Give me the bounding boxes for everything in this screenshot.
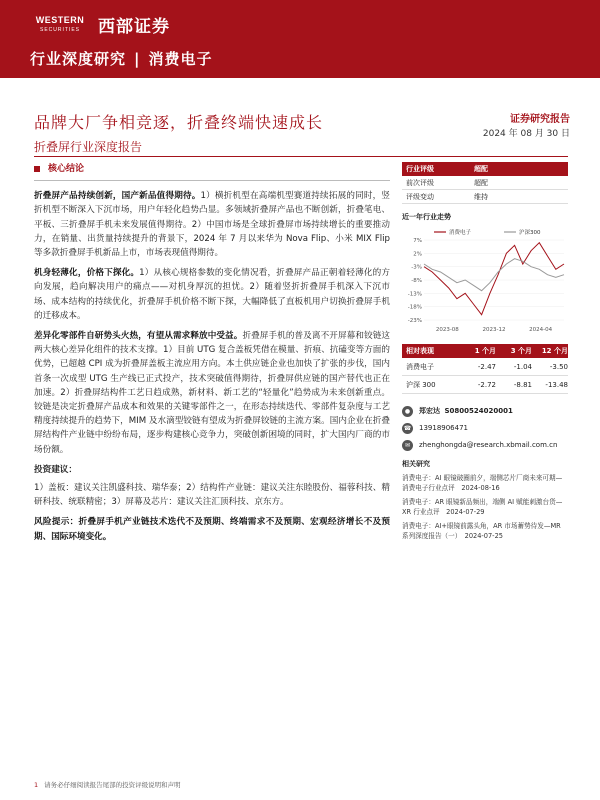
analyst-cert: S0800524020001 [444, 407, 513, 415]
band-category: 行业深度研究 [30, 50, 127, 68]
company-logo [30, 12, 170, 37]
related-item[interactable]: 消费电子：AR 眼镜新品频出，端侧 AI 赋能刺激台货—XR 行业点评 2024-07-29 [402, 498, 563, 516]
analyst-email-row [402, 440, 568, 451]
band-separator: | [134, 50, 141, 68]
rating-row: 前次评级 超配 [402, 176, 568, 190]
title-divider [34, 156, 568, 157]
paragraph-invest: 1）盖板：建议关注凯盛科技、瑞华泰；2）结构件产业链：建议关注东睦股份、福蓉科技、精研科技、统联精密；3）屏幕及芯片：建议关注汇顶科技、京东方。 [34, 483, 390, 508]
report-subtitle: 折叠屏行业深度报告 [34, 140, 143, 154]
disclaimer-note: 请务必仔细阅读报告尾部的投资评级说明和声明 [44, 781, 181, 789]
section-divider [34, 180, 390, 181]
related-item[interactable]: 消费电子：AI+眼镜前露头角，AR 市场蓄势待发—MR 系列深度报告（一） 2024-07-25 [402, 522, 561, 540]
y-tick-label: -3% [411, 264, 422, 271]
band-title [30, 48, 213, 69]
related-item[interactable]: 消费电子：AI 眼镜破圈前夕，端侧芯片厂商未来可期—消费电子行业点评 2024-08-16 [402, 474, 563, 492]
logo-chinese: 西部证券 [98, 17, 170, 37]
analyst-info [402, 406, 568, 451]
square-bullet-icon [34, 166, 40, 172]
table-row: 消费电子 -2.47 -1.04 -3.50 [402, 358, 568, 376]
trend-chart-svg [402, 226, 568, 334]
table-row: 沪深 300 -2.72 -8.81 -13.48 [402, 376, 568, 394]
performance-header: 相对表现 1 个月 3 个月 12 个月 [402, 344, 568, 358]
y-tick-label: 7% [413, 238, 422, 244]
analyst-name: 郑宏达 [419, 407, 440, 415]
page-number: 1 [34, 781, 39, 789]
legend-label: 消费电子 [449, 230, 472, 236]
x-tick-label: 2024-04 [529, 327, 553, 333]
paragraph-components: 差异化零部件自研势头火热，有望从需求释放中受益。折叠屏手机的普及离不开屏幕和铰链这两大核心差异化组件的技术支撑。1）目前 UTG 复合盖板凭借在模量、折痕、抗磕变等方面的优势，已超越 CPI 成为折叠屏盖板主流应用方向。本土供应链企业也加快了扩张的步伐，国内首条一次成型 UTG 生产线已正式投产，技术突破值得期待，折叠屏供应链的国产替代也正在加速。2）折叠屏结构件工艺日趋成熟，新材料、新工艺的“轻量化”趋势成为未来创新重点。铰链是决定折叠屏产品成本和效果的关键零部件之一，在形态持续迭代、零部件复杂度与工艺精度持续提升的趋势下，MIM 及水滴型铰链有望成为折叠屏铰链的主流方案。国内企业在折叠屏结构件产业链中纷纷布局，逐步构建核心竞争力，突破创新困境的同时，扩大国内厂商的市场份额。 [34, 331, 390, 455]
performance-table [402, 344, 568, 394]
paragraph-risk: 风险提示：折叠屏手机产业链技术迭代不及预期、终端需求不及预期、宏观经济增长不及预期、国际环境变化。 [34, 517, 390, 542]
analyst-name-row [402, 406, 568, 417]
sidebar [402, 162, 568, 545]
y-tick-label: -8% [411, 278, 422, 284]
phone-icon: ☎ [403, 425, 412, 432]
invest-heading: 投资建议： [34, 464, 77, 475]
core-heading: 核心结论 [34, 162, 390, 176]
logo-english: WESTERN SECURITIES [35, 14, 85, 33]
trend-chart [402, 226, 568, 334]
x-tick-label: 2023-08 [435, 327, 459, 333]
y-tick-label: -18% [407, 304, 422, 311]
paragraph-thin-light: 机身轻薄化，价格下探化。1）从核心规格参数的变化情况看，折叠屏产品正朝着轻薄化的方向发展，趋向解决用户的痛点——对机身厚沉的担忧。2）随着竖折折叠屏手机深入下沉市场、成本结构的持续优化，折叠屏手机价格不断下探，大幅降低了直板机用户切换折叠屏手机的迁移成本。 [34, 268, 390, 321]
paragraph-product-innovation: 折叠屏产品持续创新，国产新品值得期待。1）横折机型在高端机型赛道持续拓展的同时，竖折机型不断深入下沉市场，用户年轻化趋势凸显。多领域折叠屏产品也不断创新，折叠笔电、平板、三折叠屏手机未来发展值得期待。2）中国市场是全球折叠屏市场持续增长的重要推动力，在销量、出货量持续提升的背景下，2024 年 7 月以来华为 Nova Flip、小米 MIX Flip 等多款折叠屏手机新品上市，市场表现值得期待。 [34, 191, 390, 259]
report-date: 2024 年 08 月 30 日 [482, 129, 570, 139]
header-band [0, 0, 600, 78]
chart-title: 近一年行业走势 [402, 213, 451, 221]
rating-header: 行业评级 超配 [402, 162, 568, 176]
series-line-1 [424, 259, 564, 291]
y-tick-label: 2% [413, 251, 422, 258]
legend-label: 沪深300 [519, 230, 541, 236]
main-column [34, 162, 390, 550]
band-sector: 消费电子 [148, 50, 213, 68]
analyst-email: zhenghongda@research.xbmail.com.cn [419, 441, 558, 449]
rating-row: 评级变动 维持 [402, 190, 568, 204]
report-type: 证券研究报告 [510, 114, 570, 125]
y-tick-label: -23% [407, 318, 422, 324]
x-tick-label: 2023-12 [482, 327, 506, 333]
y-tick-label: -13% [407, 291, 422, 298]
analyst-phone-row [402, 423, 568, 434]
user-icon: ● [402, 406, 413, 417]
related-heading: 相关研究 [402, 460, 430, 468]
analyst-phone: 13918906471 [419, 424, 468, 432]
report-title: 品牌大厂争相竞逐，折叠终端快速成长 [34, 113, 324, 132]
email-icon: ✉ [402, 440, 413, 451]
page-footer [34, 780, 181, 789]
